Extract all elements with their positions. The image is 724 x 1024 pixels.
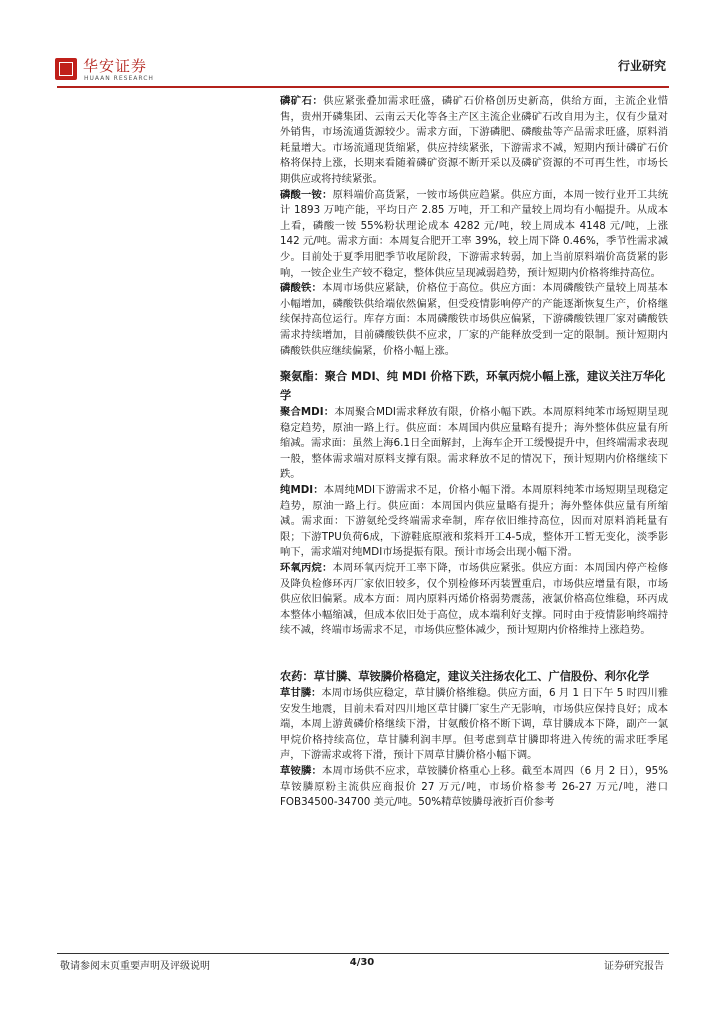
paragraph-glufosinate [280,764,668,811]
huaan-logo-icon [55,58,77,80]
main-content [280,94,668,811]
paragraph-text: 供应紧张叠加需求旺盛，磷矿石价格创历史新高，供给方面，主流企业惜售，贵州开磷集团、云南云天化等各主产区主流企业磷矿石改自用为主，仅有少量对外销售，市场流通货源较少。需求方面，下游磷肥、磷酸盐等产品需求旺盛，原料消耗量增大。市场流通现货缩紧，供应持续紧张，下游需求不减，短期内预计磷矿石价格将保持上涨，长期来看随着磷矿资源不断开采以及磷矿资源的不可再生性，市场长期供应或将持续紧张。 [280,95,669,185]
paragraph-glyphosate [280,686,668,764]
paragraph-pure-mdi [280,483,668,561]
footer-report-type: 证券研究报告 [604,961,664,972]
paragraph-text: 本周环氧丙烷开工率下降，市场供应紧张。供应方面：本周国内停产检修及降负检修环丙厂家依旧较多，仅个别检修环丙装置重启，市场供应增量有限，市场供应依旧偏紧。成本方面：周内原料丙烯价格弱势震荡，液氯价格高位维稳，环丙成本整体小幅缩减，但成本依旧处于高位，成本端利好支撑。同时由于疫情影响终端持续不减，终端市场需求不足，市场供应整体减少，预计短期内价格维持上涨趋势。 [280,562,669,637]
term-label: 磷矿石： [280,95,324,107]
paragraph-map [280,188,668,282]
paragraph-text: 本周聚合MDI需求释放有限，价格小幅下跌。本周原料纯苯市场短期呈现稳定趋势，原油一路上行。供应面：本周国内供应量略有提升；海外整体供应量有所缩减。需求面：虽然上海6.1日全面解封，上海车企开工缓慢提升中，但终端需求表现一般，整体需求端对原料支撑有限。需求释放不足的情况下，预计短期内价格继续下跌。 [280,406,669,481]
term-label: 聚合MDI： [280,406,335,419]
logo-text-en: HUAAN RESEARCH [84,75,154,82]
term-label: 草甘膦： [280,687,322,699]
page-header [0,0,724,92]
logo-text-cn: 华安证券 [83,57,148,75]
header-divider [57,86,669,88]
footer-divider [57,953,669,954]
paragraph-phosphate-rock [280,94,668,188]
paragraph-text: 本周市场供应紧缺，价格位于高位。供应方面：本周磷酸铁产量较上周基本小幅增加，磷酸铁供给端依然偏紧，但受疫情影响停产的产能逐渐恢复生产，价格继续保持高位运行。库存方面：本周磷酸铁市场供应偏紧，下游磷酸铁锂厂家对磷酸铁需求持续增加，目前磷酸铁供不应求，厂家的产能释放受到一定的限制。预计短期内磷酸铁供应继续偏紧，价格小幅上涨。 [280,282,669,357]
term-label: 纯MDI： [280,484,324,497]
page-number: 4/30 [349,957,375,968]
paragraph-text: 本周市场供不应求，草铵膦价格重心上移。截至本周四（6 月 2 日），95%草铵膦原粉主流供应商报价 27 万元/吨，市场价格参考 26-27 万元/吨，港口 FOB34500-34700 美元/吨。50%精草铵膦母液折百价参考 [280,764,668,809]
term-label: 草铵膦： [280,764,323,777]
footer-disclaimer: 敬请参阅末页重要声明及评级说明 [60,961,210,972]
paragraph-polymeric-mdi [280,405,668,483]
term-label: 磷酸铁： [280,282,322,295]
paragraph-iron-phosphate [280,281,668,359]
section-heading-polyurethane: 聚氨酯：聚合 MDI、纯 MDI 价格下跌，环氧丙烷小幅上涨，建议关注万华化学 [280,370,666,403]
section-label: 行业研究 [617,59,666,73]
paragraph-text: 本周市场供应稳定，草甘膦价格维稳。供应方面，6 月 1 日下午 5 时四川雅安发生地震，目前未看对四川地区草甘膦厂家生产无影响，市场供应保持良好；成本端，本周上游黄磷价格继续下滑，甘氨酸价格不断下调，草甘膦成本下降，副产一氯甲烷价格持续高位，草甘膦利润丰厚。但考虑到草甘膦即将进入传统的需求旺季尾声，下游需求或将下滑，预计下周草甘膦价格小幅下调。 [280,687,668,762]
term-label: 磷酸一铵： [280,188,333,201]
paragraph-text: 本周纯MDI下游需求不足，价格小幅下滑。本周原料纯苯市场短期呈现稳定趋势，原油一路上行。供应面：本周国内供应量略有提升；海外整体供应量有所缩减。需求面：下游氨纶受终端需求牵制，库存依旧维持高位，因而对原料消耗量有限；下游TPU负荷6成，下游鞋底原液和浆料开工4-5成，整体开工暂无变化，淡季影响下，需求端对纯MDI市场提振有限。预计市场会出现小幅下滑。 [280,484,668,559]
term-label: 环氧丙烷： [280,562,333,575]
section-heading-pesticides: 农药：草甘膦、草铵膦价格稳定，建议关注扬农化工、广信股份、利尔化学 [280,670,650,683]
paragraph-propylene-oxide [280,561,668,639]
paragraph-text: 原料端价高货紧，一铵市场供应趋紧。供应方面，本周一铵行业开工共统计 1893 万吨产能，平均日产 2.85 万吨，开工和产量较上周均有小幅提升。从成本上看，磷酸一铵 55%粉状理论成本 4282 元/吨，较上周成本 4148 元/吨，上涨 142 元/吨。需求方面：本周复合肥开工率 39%，较上周下降 0.46%，季节性需求减少。目前处于夏季用肥季节收尾阶段，下游需求转弱，加上当前原料端价高货紧的影响，一铵企业生产较不稳定，整体供应呈现减弱趋势，预计短期内价格将维持高位。 [280,188,669,279]
